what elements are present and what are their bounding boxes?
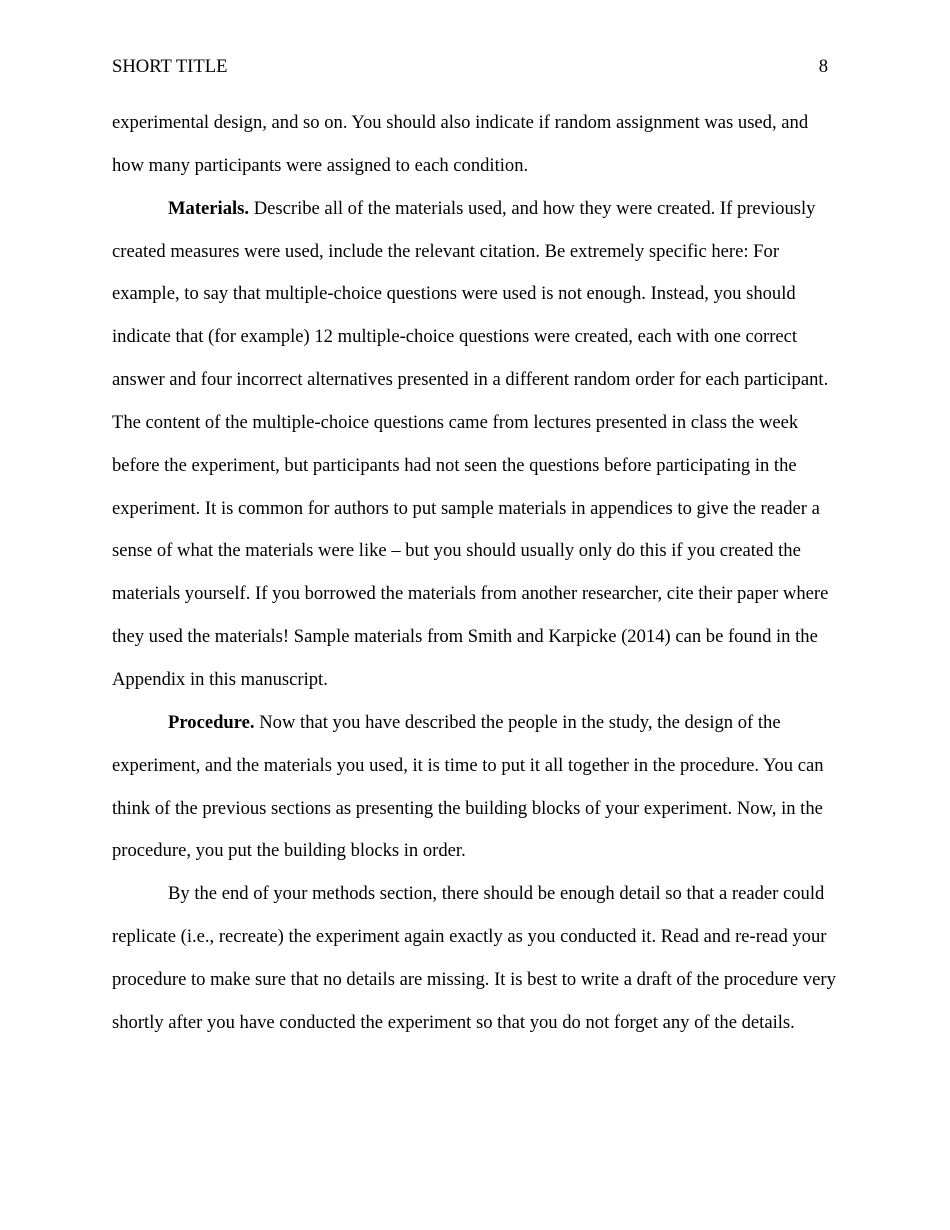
section-heading-materials: Materials. [168,197,250,219]
text-line: think of the previous sections as presenting the building blocks of your experiment. Now, in the [112,797,823,819]
text-line: replicate (i.e., recreate) the experiment again exactly as you conducted it. Read and re-read your [112,926,827,948]
text-line [112,194,852,237]
paragraph-materials [112,194,852,708]
text-line: Appendix in this manuscript. [112,668,328,690]
text-line: sense of what the materials were like – but you should usually only do this if you created the [112,540,801,562]
text-line: they used the materials! Sample materials from Smith and Karpicke (2014) can be found in the [112,626,818,648]
text-line: shortly after you have conducted the experiment so that you do not forget any of the details. [112,1011,795,1033]
text-line: procedure to make sure that no details are missing. It is best to write a draft of the procedure very [112,968,836,990]
text-line: example, to say that multiple-choice questions were used is not enough. Instead, you should [112,283,796,305]
text-line: By the end of your methods section, there should be enough detail so that a reader could [168,883,825,905]
text-run: Describe all of the materials used, and how they were created. If previously [249,197,816,219]
text-line: how many participants were assigned to each condition. [112,154,529,176]
text-line: experiment. It is common for authors to put sample materials in appendices to give the reader a [112,497,820,519]
paragraph-design-continuation [112,108,852,194]
text-line: experiment, and the materials you used, it is time to put it all together in the procedure. You can [112,754,824,776]
text-line [112,708,852,751]
text-line: procedure, you put the building blocks in order. [112,840,466,862]
text-line: created measures were used, include the relevant citation. Be extremely specific here: For [112,240,780,262]
text-line: experimental design, and so on. You should also indicate if random assignment was used, and [112,112,809,133]
text-line: The content of the multiple-choice questions came from lectures presented in class the week [112,411,799,433]
page-number: 8 [818,56,828,77]
text-line: before the experiment, but participants had not seen the questions before participating in the [112,454,797,476]
running-head: SHORT TITLE [112,56,228,77]
section-heading-procedure: Procedure. [168,711,255,733]
paragraph-procedure [112,708,852,879]
text-run: Now that you have described the people in the study, the design of the [254,711,781,733]
text-line: materials yourself. If you borrowed the materials from another researcher, cite their paper where [112,583,829,605]
document-body [112,108,852,1051]
text-line: answer and four incorrect alternatives presented in a different random order for each participant. [112,369,829,391]
page-header [112,56,828,80]
paragraph-methods-detail [112,879,852,1050]
text-line: indicate that (for example) 12 multiple-choice questions were created, each with one correct [112,326,798,348]
